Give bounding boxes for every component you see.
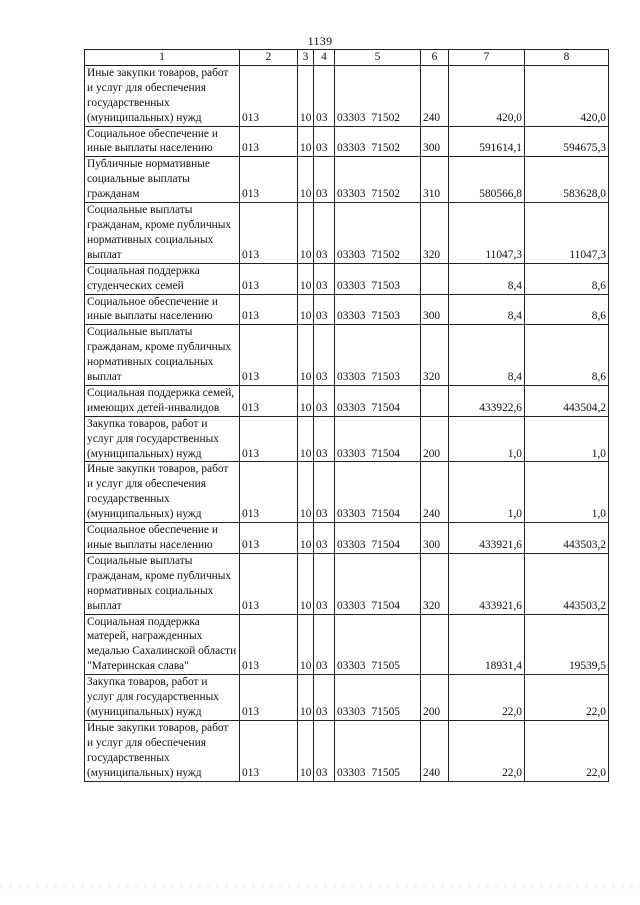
target-code-part2: 71505 [371,705,400,718]
target-code-part2: 71502 [371,188,400,201]
row-name-cell: Социальная поддержка семей, имеющих детей-инвалидов [85,385,240,416]
admin-code-cell: 013 [240,675,298,721]
scan-artifact [0,883,640,889]
section-code-cell: 10 [298,523,314,554]
target-code-part1: 03303 [337,248,366,261]
table-row [85,385,609,416]
target-code-part2: 71504 [371,599,400,612]
table-row [85,523,609,554]
admin-code-cell: 013 [240,157,298,203]
target-code-part2: 71502 [371,248,400,261]
subsection-code-cell: 03 [314,553,335,614]
amount-year2-cell: 1,0 [525,416,609,462]
target-code-part2: 71503 [371,310,400,323]
expense-type-cell: 200 [421,675,449,721]
target-code-part1: 03303 [337,310,366,323]
amount-year1-cell: 18931,4 [449,614,525,675]
admin-code-cell: 013 [240,385,298,416]
admin-code-cell: 013 [240,325,298,386]
section-code-cell: 10 [298,263,314,294]
expense-type-cell [421,614,449,675]
target-code-cell [335,263,421,294]
target-code-cell [335,553,421,614]
target-code-part2: 71505 [371,660,400,673]
amount-year2-cell: 583628,0 [525,157,609,203]
admin-code-cell: 013 [240,294,298,325]
target-code-part1: 03303 [337,508,366,521]
table-row [85,65,609,126]
amount-year1-cell: 8,4 [449,325,525,386]
subsection-code-cell: 03 [314,416,335,462]
subsection-code-cell: 03 [314,157,335,203]
amount-year2-cell: 19539,5 [525,614,609,675]
section-code-cell: 10 [298,553,314,614]
column-header: 1 [85,50,240,66]
table-row [85,325,609,386]
column-header: 4 [314,50,335,66]
amount-year2-cell: 443503,2 [525,523,609,554]
row-name-cell: Социальные выплаты гражданам, кроме публичных нормативных социальных выплат [85,553,240,614]
target-code-part1: 03303 [337,279,366,292]
amount-year1-cell: 1,0 [449,462,525,523]
table-row [85,553,609,614]
row-name-cell: Закупка товаров, работ и услуг для государственных (муниципальных) нужд [85,416,240,462]
admin-code-cell: 013 [240,203,298,264]
target-code-part2: 71504 [371,539,400,551]
admin-code-cell: 013 [240,523,298,554]
row-name-cell: Социальное обеспечение и иные выплаты населению [85,126,240,157]
amount-year2-cell: 1,0 [525,462,609,523]
target-code-part1: 03303 [337,371,366,384]
header-row [85,50,609,66]
target-code-part1: 03303 [337,401,366,414]
admin-code-cell: 013 [240,65,298,126]
target-code-cell [335,614,421,675]
admin-code-cell: 013 [240,614,298,675]
row-name-cell: Закупка товаров, работ и услуг для государственных (муниципальных) нужд [85,675,240,721]
target-code-part1: 03303 [337,142,366,155]
target-code-cell [335,675,421,721]
expense-type-cell: 300 [421,523,449,554]
table-row [85,675,609,721]
amount-year1-cell: 433921,6 [449,523,525,554]
target-code-cell [335,126,421,157]
column-header: 5 [335,50,421,66]
subsection-code-cell: 03 [314,325,335,386]
amount-year2-cell: 8,6 [525,263,609,294]
column-header: 8 [525,50,609,66]
subsection-code-cell: 03 [314,614,335,675]
amount-year1-cell: 22,0 [449,720,525,781]
subsection-code-cell: 03 [314,263,335,294]
table-row [85,294,609,325]
target-code-part1: 03303 [337,766,366,779]
expense-type-cell: 300 [421,294,449,325]
target-code-part1: 03303 [337,111,366,124]
expense-type-cell: 240 [421,462,449,523]
expense-type-cell: 320 [421,203,449,264]
column-header: 6 [421,50,449,66]
target-code-cell [335,385,421,416]
section-code-cell: 10 [298,720,314,781]
target-code-part1: 03303 [337,660,366,673]
expense-type-cell [421,385,449,416]
section-code-cell: 10 [298,462,314,523]
admin-code-cell: 013 [240,462,298,523]
target-code-part2: 71504 [371,401,400,414]
section-code-cell: 10 [298,65,314,126]
target-code-part1: 03303 [337,599,366,612]
target-code-part2: 71505 [371,766,400,779]
target-code-part2: 71503 [371,279,400,292]
table-row [85,263,609,294]
section-code-cell: 10 [298,294,314,325]
row-name-cell: Социальная поддержка студенческих семей [85,263,240,294]
section-code-cell: 10 [298,157,314,203]
amount-year1-cell: 8,4 [449,294,525,325]
amount-year2-cell: 22,0 [525,675,609,721]
amount-year2-cell: 8,6 [525,325,609,386]
subsection-code-cell: 03 [314,65,335,126]
amount-year2-cell: 443503,2 [525,553,609,614]
target-code-part1: 03303 [337,188,366,201]
subsection-code-cell: 03 [314,523,335,554]
table-row [85,720,609,781]
target-code-part2: 71502 [371,111,400,124]
table-row [85,614,609,675]
target-code-cell [335,203,421,264]
amount-year1-cell: 8,4 [449,263,525,294]
row-name-cell: Иные закупки товаров, работ и услуг для обеспечения государственных (муниципальных) нужд [85,65,240,126]
admin-code-cell: 013 [240,126,298,157]
expense-type-cell: 300 [421,126,449,157]
expense-type-cell: 240 [421,65,449,126]
amount-year2-cell: 22,0 [525,720,609,781]
admin-code-cell: 013 [240,263,298,294]
section-code-cell: 10 [298,203,314,264]
target-code-cell [335,157,421,203]
target-code-cell [335,523,421,554]
amount-year2-cell: 8,6 [525,294,609,325]
column-header: 3 [298,50,314,66]
amount-year2-cell: 594675,3 [525,126,609,157]
row-name-cell: Социальная поддержка матерей, награжденных медалью Сахалинской области "Материнская слава" [85,614,240,675]
admin-code-cell: 013 [240,553,298,614]
row-name-cell: Социальное обеспечение и иные выплаты населению [85,523,240,554]
target-code-cell [335,325,421,386]
target-code-cell [335,294,421,325]
section-code-cell: 10 [298,126,314,157]
subsection-code-cell: 03 [314,126,335,157]
row-name-cell: Социальные выплаты гражданам, кроме публичных нормативных социальных выплат [85,325,240,386]
amount-year1-cell: 1,0 [449,416,525,462]
expense-type-cell: 310 [421,157,449,203]
subsection-code-cell: 03 [314,294,335,325]
subsection-code-cell: 03 [314,720,335,781]
table-row [85,203,609,264]
subsection-code-cell: 03 [314,203,335,264]
admin-code-cell: 013 [240,416,298,462]
target-code-part2: 71504 [371,508,400,521]
row-name-cell: Иные закупки товаров, работ и услуг для обеспечения государственных (муниципальных) нужд [85,462,240,523]
target-code-part1: 03303 [337,539,366,551]
amount-year2-cell: 443504,2 [525,385,609,416]
table-row [85,126,609,157]
row-name-cell: Социальное обеспечение и иные выплаты населению [85,294,240,325]
target-code-cell [335,462,421,523]
target-code-part2: 71503 [371,371,400,384]
amount-year1-cell: 22,0 [449,675,525,721]
expense-type-cell: 320 [421,553,449,614]
table-row [85,157,609,203]
section-code-cell: 10 [298,416,314,462]
amount-year1-cell: 433921,6 [449,553,525,614]
expense-type-cell: 240 [421,720,449,781]
target-code-part2: 71504 [371,447,400,460]
expense-type-cell: 200 [421,416,449,462]
target-code-part1: 03303 [337,705,366,718]
subsection-code-cell: 03 [314,385,335,416]
row-name-cell: Иные закупки товаров, работ и услуг для обеспечения государственных (муниципальных) нужд [85,720,240,781]
amount-year1-cell: 420,0 [449,65,525,126]
amount-year1-cell: 591614,1 [449,126,525,157]
amount-year2-cell: 11047,3 [525,203,609,264]
expense-type-cell: 320 [421,325,449,386]
budget-table [84,49,609,782]
subsection-code-cell: 03 [314,462,335,523]
table-row [85,462,609,523]
target-code-part1: 03303 [337,447,366,460]
amount-year2-cell: 420,0 [525,65,609,126]
amount-year1-cell: 433922,6 [449,385,525,416]
section-code-cell: 10 [298,675,314,721]
expense-type-cell [421,263,449,294]
target-code-cell [335,416,421,462]
column-header: 7 [449,50,525,66]
row-name-cell: Публичные нормативные социальные выплаты гражданам [85,157,240,203]
section-code-cell: 10 [298,385,314,416]
table-row [85,416,609,462]
column-header: 2 [240,50,298,66]
amount-year1-cell: 580566,8 [449,157,525,203]
table-body [85,65,609,781]
target-code-cell [335,720,421,781]
section-code-cell: 10 [298,614,314,675]
target-code-part2: 71502 [371,142,400,155]
section-code-cell: 10 [298,325,314,386]
target-code-cell [335,65,421,126]
row-name-cell: Социальные выплаты гражданам, кроме публичных нормативных социальных выплат [85,203,240,264]
page-number: 1139 [307,34,333,48]
admin-code-cell: 013 [240,720,298,781]
subsection-code-cell: 03 [314,675,335,721]
amount-year1-cell: 11047,3 [449,203,525,264]
